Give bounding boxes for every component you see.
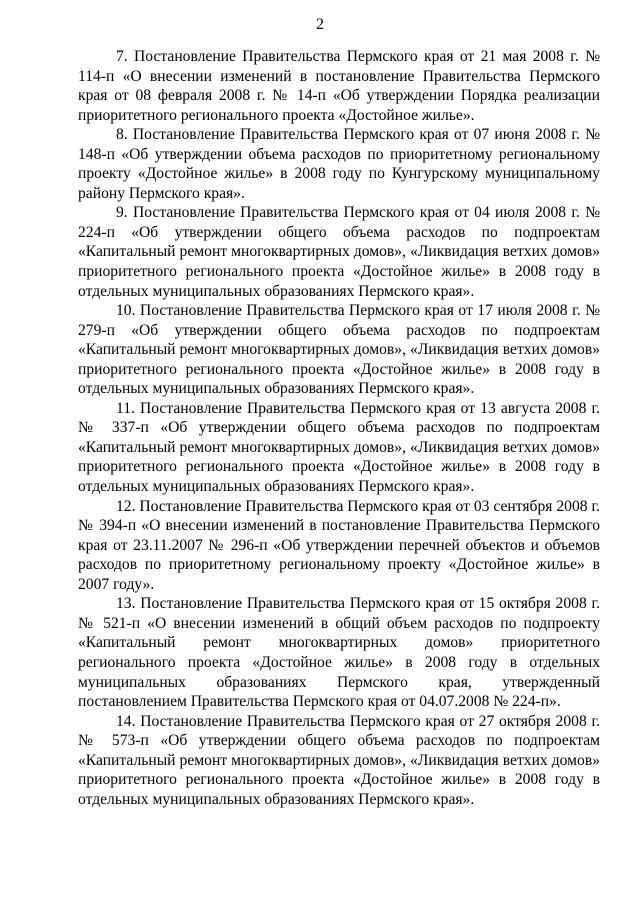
paragraph-item-7: 7. Постановление Правительства Пермского края от 21 мая 2008 г. № 114-п «О внесении изменений в постановление Правительства Пермского края от 08 февраля 2008 г. № 14-п «Об утверждении Порядка реализации приоритетного регионального проекта «Достойное жилье». (78, 48, 600, 124)
paragraph-item-10: 10. Постановление Правительства Пермского края от 17 июля 2008 г. № 279-п «Об утверждении общего объема расходов по подпроектам «Капитальный ремонт многоквартирных домов», «Ликвидация ветхих домов» приоритетного регионального проекта «Достойное жилье» в 2008 году в отдельных муниципальных образованиях Пермского края». (78, 302, 600, 398)
page-number: 2 (316, 16, 324, 33)
document-body (78, 47, 600, 809)
paragraph-item-13: 13. Постановление Правительства Пермского края от 15 октября 2008 г. № 521-п «О внесении изменений в общий объем расходов по подпроекту «Капитальный ремонт многоквартирных домов» приоритетного регионального проекта «Достойное жилье» в 2008 году в отдельных муниципальных образованиях Пермского края, утвержденный постановлением Правительства Пермского края от 04.07.2008 № 224-п». (78, 595, 600, 711)
paragraph-item-14: 14. Постановление Правительства Пермского края от 27 октября 2008 г. № 573-п «Об утверждении общего объема расходов по подпроектам «Капитальный ремонт многоквартирных домов», «Ликвидация ветхих домов» приоритетного регионального проекта «Достойное жилье» в 2008 году в отдельных муниципальных образованиях Пермского края». (78, 712, 600, 808)
paragraph-item-9: 9. Постановление Правительства Пермского края от 04 июля 2008 г. № 224-п «Об утверждении общего объема расходов по подпроектам «Капитальный ремонт многоквартирных домов», «Ликвидация ветхих домов» приоритетного регионального проекта «Достойное жилье» в 2008 году в отдельных муниципальных образованиях Пермского края». (78, 204, 600, 300)
paragraph-item-12: 12. Постановление Правительства Пермского края от 03 сентября 2008 г. № 394-п «О внесении изменений в постановление Правительства Пермского края от 23.11.2007 № 296-п «Об утверждении перечней объектов и объемов расходов по приоритетному региональному проекту «Достойное жилье» в 2007 году». (78, 497, 600, 593)
paragraph-item-11: 11. Постановление Правительства Пермского края от 13 августа 2008 г. № 337-п «Об утверждении общего объема расходов по подпроектам «Капитальный ремонт многоквартирных домов», «Ликвидация ветхих домов» приоритетного регионального проекта «Достойное жилье» в 2008 году в отдельных муниципальных образованиях Пермского края». (78, 399, 600, 496)
paragraph-item-8: 8. Постановление Правительства Пермского края от 07 июня 2008 г. № 148-п «Об утверждении объема расходов по приоритетному региональному проекту «Достойное жилье» в 2008 году по Кунгурскому муниципальному району Пермского края». (78, 126, 600, 202)
